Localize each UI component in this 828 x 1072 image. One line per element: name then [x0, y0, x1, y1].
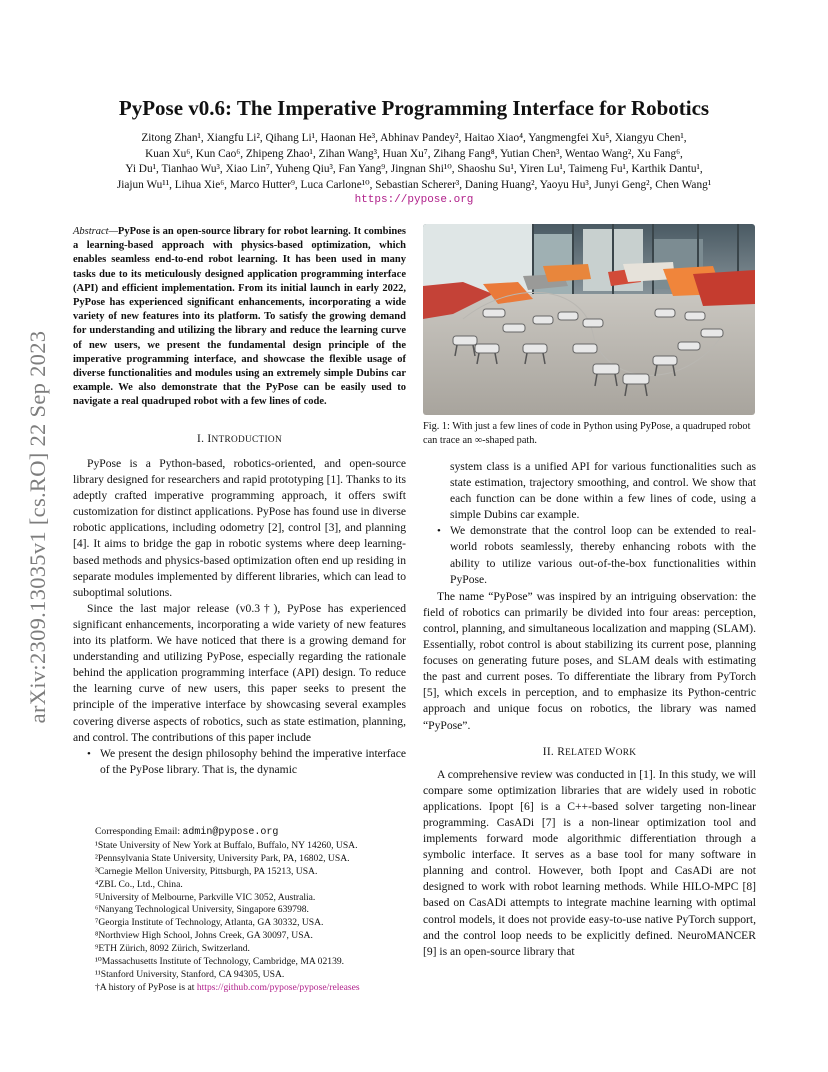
affiliation: ⁷Georgia Institute of Technology, Atlanta, GA 30332, USA. — [95, 917, 324, 929]
author-line: Jiajun Wu¹¹, Lihua Xie⁶, Marco Hutter⁹, Luca Carlone¹⁰, Sebastian Scherer³, Daning Huang², Yaoyu Hu³, Junyi Geng², Chen Wang¹ — [116, 178, 712, 191]
contribution-item-1-end: system class is a unified API for various functionalities such as state estimation, trajectory smoothing, and control. We show that each function can be done within a few lines of code, using a simple Dubins car example. — [450, 460, 756, 522]
affiliation: ⁸Northview High School, Johns Creek, GA 30097, USA. — [95, 930, 313, 942]
contribution-list-continued — [423, 459, 756, 588]
related-work-paragraph: A comprehensive review was conducted in [1]. In this study, we will compare some optimization libraries that are widely used in robotic applications. Ipopt [6] is a C++-based solver targeting non-linear programming. CasADi [7] is a non-linear optimization tool and implements forward mode algorithmic differentiation through a symbolic interface. It serves as a base tool for many software in planning and control. However, both Ipopt and CasADi are not designed to work with robot learning methods. While HILO-MPC [8] based on CasADi attempts to integrate machine learning with optimal control models, it does not provide easy-to-use native PyTorch support, and the control loop needs to be explicitly defined. NeuroMANCER [9] is an open-source library that — [423, 767, 756, 958]
affiliation: ¹¹Stanford University, Stanford, CA 94305, USA. — [95, 968, 285, 980]
affiliation: ⁹ETH Zürich, 8092 Zürich, Switzerland. — [95, 943, 250, 955]
right-column-text — [423, 459, 756, 960]
robot-photo-illustration — [423, 224, 755, 415]
affiliation: ¹⁰Massachusetts Institute of Technology, Cambridge, MA 02139. — [95, 956, 345, 968]
figure-quadruped-robot-photo — [423, 224, 755, 415]
contribution-item-1-start: • We present the design philosophy behind the imperative interface of the PyPose library. That is, the dynamic — [100, 746, 406, 778]
author-line: Yi Du¹, Tianhao Wu³, Xiao Lin⁷, Yuheng Qiu³, Fan Yang⁹, Jingnan Shi¹⁰, Shaoshu Su¹, Yiren Lu¹, Taimeng Fu¹, Karthik Dantu¹, — [125, 163, 703, 176]
intro-paragraph-2: Since the last major release (v0.3†), PyPose has experienced significant enhancements, incorporating a wide variety of new features into its platform. We have noticed that there is a growing demand for understanding and utilizing PyPose, especially regarding the rationale behind the application programming interface (API) design. To reduce the learning curve of new users, this paper seeks to present the principle of the imperative interface by showcasing several examples covering diverse aspects of robotics, such as state estimation, planning, and control. The contributions of this paper include — [73, 601, 406, 744]
abstract — [73, 225, 406, 410]
contribution-list — [73, 746, 406, 778]
section-heading-introduction: I. INTRODUCTION — [197, 433, 282, 445]
abstract-text: PyPose is an open-source library for robot learning. It combines a learning-based approach with physics-based optimization, which enables seamless end-to-end robot learning. It has been used in many tasks due to its meticulously designed application programming interface (API) and efficient implementation. From its initial launch in early 2022, PyPose has experienced significant enhancements, incorporating a wide variety of new features into its platform. To satisfy the growing demand for understanding and utilizing the library and reduce the learning curve of new users, we present the fundamental design principle of the imperative programming interface, and showcase the flexible usage of diverse functionalities and modules using an extremely simple Dubins car example. We also demonstrate that the PyPose can be easily used to navigate a real quadruped robot with a few lines of code. — [73, 226, 406, 408]
affiliation: ⁶Nanyang Technological University, Singapore 639798. — [95, 904, 309, 916]
author-line: Zitong Zhan¹, Xiangfu Li², Qihang Li¹, Haonan He³, Abhinav Pandey², Haitao Xiao⁴, Yangmengfei Xu⁵, Xiangyu Chen¹, — [141, 132, 687, 144]
corresponding-email: Corresponding Email: admin@pypose.org — [95, 826, 279, 838]
arxiv-identifier: arXiv:2309.13035v1 [cs.RO] 22 Sep 2023 — [25, 330, 50, 724]
section-heading-related-work: II. RELATED WORK — [542, 745, 637, 758]
intro-paragraph-1: PyPose is a Python-based, robotics-oriented, and open-source library designed for researchers and rapid prototyping [1]. Thanks to its adeptly crafted imperative programming approach, it offers swift customization for distinct applications. PyPose has found use in diverse robotic applications, including odometry [2], control [3], and planning [4]. It aims to bridge the gap in robotic systems where deep learning-based methods and physics-based optimization often end up residing in separate modules implemented by different libraries, which can lead to suboptimal solutions. — [73, 457, 406, 599]
author-line: Kuan Xu⁶, Kun Cao⁶, Zhipeng Zhao¹, Zihan Wang³, Huan Xu⁷, Zihang Fang⁸, Yutian Chen³, Wentao Wang², Xu Fang⁶, — [145, 147, 683, 160]
figure-caption: Fig. 1: With just a few lines of code in Python using PyPose, a quadruped robot can trace an ∞-shaped path. — [423, 421, 751, 446]
author-list — [72, 131, 756, 193]
name-origin-paragraph: The name “PyPose” was inspired by an intriguing observation: the field of robotics can primarily be divided into four areas: perception, control, planning, and simultaneous localization and mapping (SLAM). Essentially, robot control is about stabilizing its current pose, planning focuses on generating future poses, and SLAM deals with estimating the past and current poses. To differentiate the library from PyTorch [5], which excels in perception, and to emphasize its Python-centric approach and unique focus on robotics, the library was named “PyPose”. — [423, 589, 756, 732]
releases-link[interactable]: https://github.com/pypose/pypose/releases — [196, 981, 360, 993]
paper-title: PyPose v0.6: The Imperative Programming Interface for Robotics — [118, 96, 710, 120]
project-url-link[interactable]: https://pypose.org — [354, 194, 474, 206]
affiliation: ²Pennsylvania State University, University Park, PA, 16802, USA. — [95, 852, 350, 864]
history-footnote: †A history of PyPose is at https://github.com/pypose/pypose/releases — [95, 981, 360, 993]
affiliation: ⁴ZBL Co., Ltd., China. — [95, 878, 183, 890]
affiliation: ⁵University of Melbourne, Parkville VIC 3052, Australia. — [95, 891, 316, 903]
footnotes — [95, 826, 415, 995]
contribution-item-2: • We demonstrate that the control loop can be extended to real-world robots seamlessly, thereby enhancing robots with the ability to utilize various out-of-the-box functionalities within PyPose. — [450, 523, 756, 587]
abstract-label: Abstract— — [73, 226, 118, 237]
affiliation: ³Carnegie Mellon University, Pittsburgh, PA 15213, USA. — [95, 865, 318, 877]
introduction-text — [73, 456, 406, 778]
affiliation: ¹State University of New York at Buffalo, Buffalo, NY 14260, USA. — [95, 839, 358, 851]
